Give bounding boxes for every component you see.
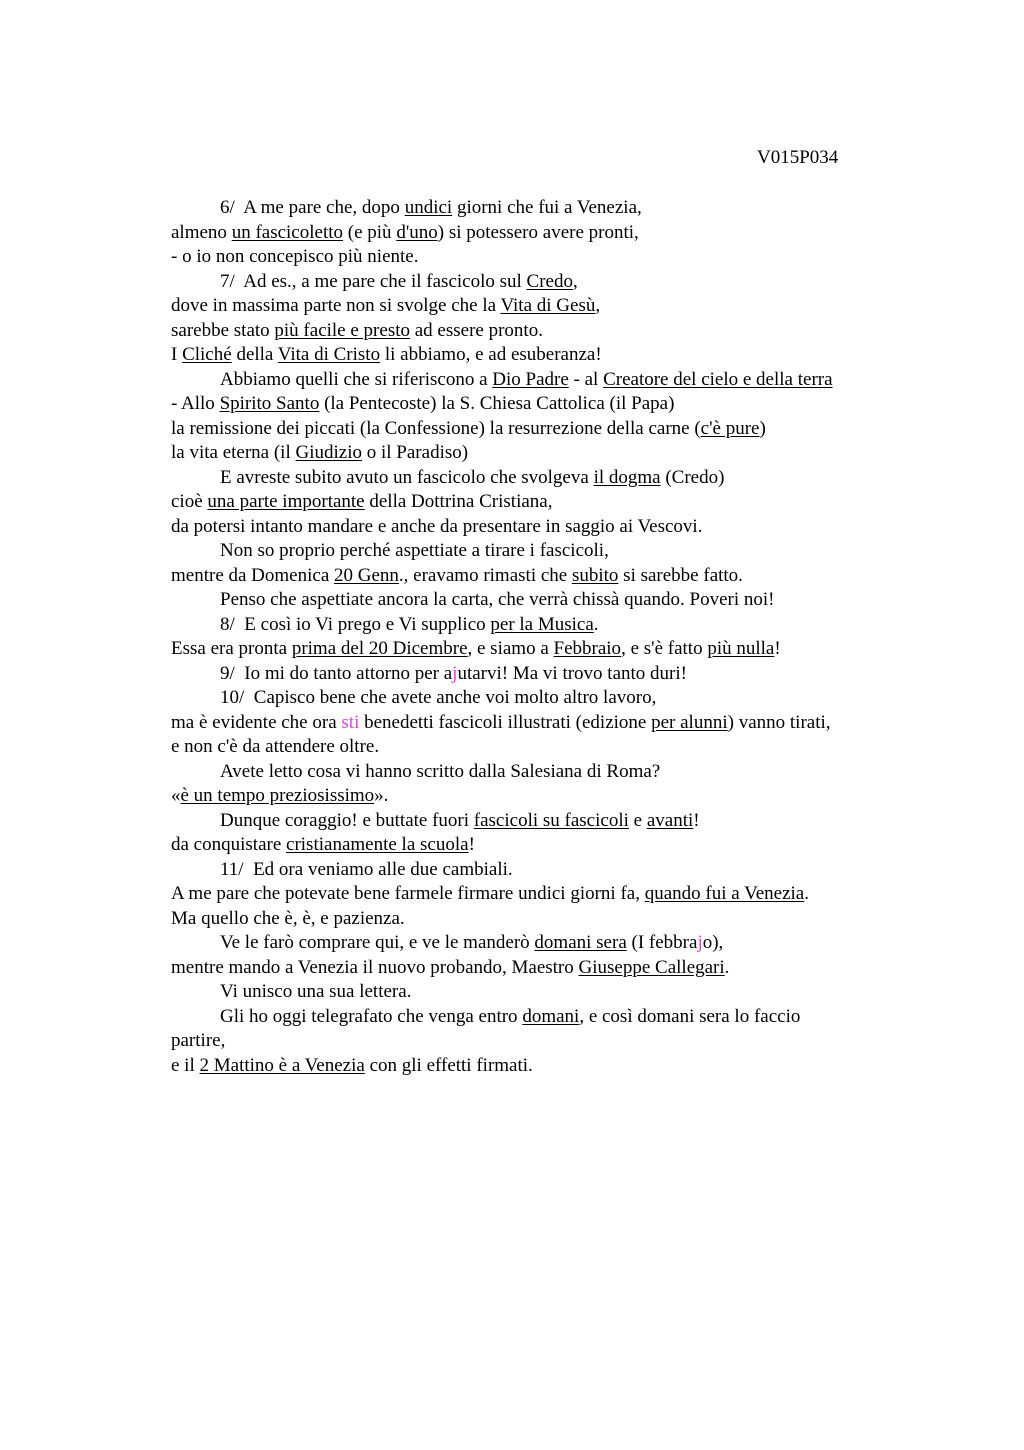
text-run: (Credo): [660, 466, 725, 488]
text-run: della Dottrina Cristiana,: [364, 491, 553, 512]
text-run: si sarebbe fatto.: [618, 564, 743, 586]
underlined-text: Vita di Cristo: [277, 344, 381, 365]
underlined-text: domani sera: [534, 932, 627, 953]
text-run: da potersi intanto mandare e anche da presentare in saggio ai Vescovi.: [171, 515, 703, 537]
text-line: [171, 392, 911, 417]
underlined-text: cristianamente la scuola: [286, 834, 469, 855]
text-run: ., eravamo rimasti che: [398, 564, 572, 586]
underlined-text: una parte importante: [207, 491, 365, 512]
text-line: [171, 294, 911, 319]
text-run: cioè: [171, 491, 208, 512]
text-run: mentre da Domenica: [171, 564, 335, 586]
underlined-text: Giudizio: [295, 442, 362, 463]
text-run: utarvi! Ma vi trovo tanto duri!: [457, 662, 687, 684]
text-run: I: [171, 344, 183, 365]
text-run: 10/ Capisco bene che avete anche voi molto altro lavoro,: [220, 687, 657, 708]
text-run: della: [231, 344, 278, 365]
text-run: o),: [702, 932, 724, 953]
highlighted-text: sti: [341, 711, 360, 733]
text-line: [171, 1005, 911, 1030]
text-line: [171, 662, 911, 687]
text-run: Non so proprio perché aspettiate a tirare i fascicoli,: [220, 540, 609, 561]
text-line: [171, 490, 911, 515]
text-run: (la Pentecoste) la S. Chiesa Cattolica (il Papa): [319, 393, 675, 414]
underlined-text: c'è pure: [700, 417, 760, 439]
underlined-text: Credo: [526, 270, 573, 292]
text-run: da conquistare: [171, 834, 287, 855]
underlined-text: un fascicoletto: [231, 221, 344, 243]
text-run: Ma quello che è, è, e pazienza.: [171, 907, 405, 929]
text-run: - al: [568, 368, 604, 390]
text-line: [171, 515, 911, 540]
text-run: li abbiamo, e ad esuberanza!: [380, 344, 602, 365]
text-run: ad essere pronto.: [410, 319, 543, 341]
text-run: Abbiamo quelli che si riferiscono a: [220, 368, 493, 390]
text-run: .: [593, 613, 599, 635]
underlined-text: fascicoli su fascicoli: [473, 809, 629, 831]
text-line: [171, 270, 911, 295]
text-run: ,: [595, 295, 601, 316]
text-line: [171, 368, 911, 393]
text-run: , e siamo a: [467, 638, 554, 659]
text-line: [171, 711, 911, 736]
text-run: (I febbra: [626, 932, 698, 953]
text-line: [171, 564, 911, 589]
underlined-text: d'uno: [396, 221, 438, 243]
text-line: [171, 588, 911, 613]
text-run: o il Paradiso): [362, 442, 469, 463]
text-run: ma è evidente che ora: [171, 711, 342, 733]
underlined-text: Vita di Gesù: [500, 295, 596, 316]
text-run: «: [171, 785, 181, 806]
text-line: [171, 637, 911, 662]
letter-body: [171, 196, 911, 1078]
highlighted-text: j: [452, 662, 458, 684]
underlined-text: più nulla: [707, 638, 775, 659]
text-run: 9/ Io mi do tanto attorno per a: [220, 662, 453, 684]
text-run: , e così domani sera lo faccio: [579, 1005, 801, 1027]
text-line: [171, 956, 911, 981]
text-run: sarebbe stato: [171, 319, 275, 341]
text-line: [171, 466, 911, 491]
text-line: [171, 784, 911, 809]
underlined-text: prima del 20 Dicembre: [291, 638, 468, 659]
text-line: [171, 441, 911, 466]
text-line: [171, 417, 911, 442]
text-line: [171, 343, 911, 368]
text-run: ».: [374, 785, 389, 806]
underlined-text: Spirito Santo: [219, 393, 320, 414]
text-run: !: [774, 638, 781, 659]
text-run: ): [759, 417, 766, 439]
text-line: [171, 1029, 911, 1054]
text-line: [171, 686, 911, 711]
text-run: Penso che aspettiate ancora la carta, che verrà chissà quando. Poveri noi!: [220, 589, 775, 610]
text-run: , e s'è fatto: [621, 638, 708, 659]
underlined-text: per la Musica: [490, 613, 594, 635]
underlined-text: undici: [404, 197, 453, 218]
text-run: 8/ E così io Vi prego e Vi supplico: [220, 613, 491, 635]
text-run: Dunque coraggio! e buttate fuori: [220, 809, 474, 831]
underlined-text: più facile e presto: [274, 319, 410, 341]
text-line: [171, 1054, 911, 1079]
text-line: [171, 907, 911, 932]
text-line: [171, 858, 911, 883]
text-run: !: [468, 834, 475, 855]
text-line: [171, 760, 911, 785]
text-run: mentre mando a Venezia il nuovo probando, Maestro: [171, 956, 579, 978]
text-run: !: [693, 809, 700, 831]
text-run: - Allo: [171, 393, 220, 414]
text-line: [171, 221, 911, 246]
underlined-text: Dio Padre: [492, 368, 569, 390]
text-run: la vita eterna (il: [171, 442, 296, 463]
underlined-text: domani: [522, 1005, 580, 1027]
underlined-text: è un tempo preziosissimo: [180, 785, 375, 806]
underlined-text: subito: [571, 564, 619, 586]
underlined-text: il dogma: [593, 466, 661, 488]
text-run: Essa era pronta: [171, 638, 292, 659]
underlined-text: avanti: [646, 809, 694, 831]
text-run: E avreste subito avuto un fascicolo che svolgeva: [220, 466, 594, 488]
underlined-text: Cliché: [182, 344, 232, 365]
text-run: - o io non concepisco più niente.: [171, 246, 419, 267]
underlined-text: Giuseppe Callegari: [578, 956, 725, 978]
text-line: [171, 319, 911, 344]
text-run: e non c'è da attendere oltre.: [171, 736, 380, 757]
page-identifier: V015P034: [757, 147, 839, 168]
text-line: [171, 735, 911, 760]
underlined-text: Febbraio: [553, 638, 622, 659]
text-line: [171, 833, 911, 858]
text-line: [171, 882, 911, 907]
text-line: [171, 613, 911, 638]
text-run: .: [804, 883, 809, 904]
text-run: dove in massima parte non si svolge che la: [171, 295, 501, 316]
text-line: [171, 245, 911, 270]
text-run: A me pare che potevate bene farmele firmare undici giorni fa,: [171, 883, 645, 904]
text-run: e il: [171, 1054, 200, 1076]
text-run: ) vanno tirati,: [727, 711, 831, 733]
text-run: Gli ho oggi telegrafato che venga entro: [220, 1005, 523, 1027]
underlined-text: 2 Mattino è a Venezia: [199, 1054, 365, 1076]
text-run: 11/ Ed ora veniamo alle due cambiali.: [220, 858, 513, 880]
text-run: 7/ Ad es., a me pare che il fascicolo sul: [220, 270, 527, 292]
text-run: (e più: [343, 221, 397, 243]
highlighted-text: j: [697, 932, 703, 953]
text-run: giorni che fui a Venezia,: [452, 197, 642, 218]
text-run: la remissione dei piccati (la Confessione) la resurrezione della carne (: [171, 417, 701, 439]
text-run: e: [628, 809, 647, 831]
text-line: [171, 539, 911, 564]
text-run: .: [724, 956, 730, 978]
text-run: ) si potessero avere pronti,: [437, 221, 639, 243]
text-run: almeno: [171, 221, 232, 243]
text-line: [171, 980, 911, 1005]
text-run: 6/ A me pare che, dopo: [220, 197, 405, 218]
text-run: con gli effetti firmati.: [364, 1054, 533, 1076]
text-run: Ve le farò comprare qui, e ve le manderò: [220, 932, 535, 953]
text-line: [171, 931, 911, 956]
underlined-text: per alunni: [651, 711, 728, 733]
underlined-text: Creatore del cielo e della terra: [603, 368, 833, 390]
text-run: ,: [572, 270, 578, 292]
underlined-text: 20 Genn: [334, 564, 399, 586]
text-line: [171, 196, 911, 221]
text-run: benedetti fascicoli illustrati (edizione: [359, 711, 652, 733]
text-run: Vi unisco una sua lettera.: [220, 981, 412, 1002]
underlined-text: quando fui a Venezia: [644, 883, 805, 904]
text-run: partire,: [171, 1030, 226, 1051]
text-run: Avete letto cosa vi hanno scritto dalla Salesiana di Roma?: [220, 760, 661, 782]
text-line: [171, 809, 911, 834]
